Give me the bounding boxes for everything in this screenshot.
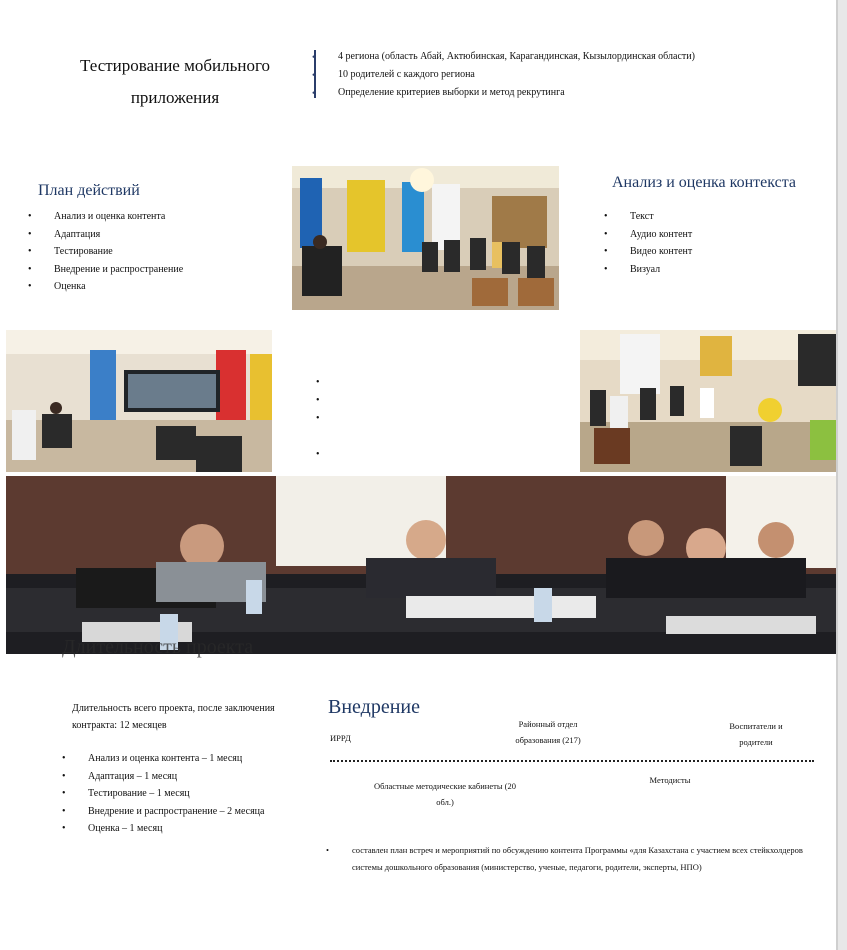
testing-bullet: • 4 региона (область Абай, Актюбинская, Карагандинская, Кызылординская области) [318,48,695,66]
plan-item: • Тестирование [28,243,183,261]
implementation-note: • составлен план встреч и мероприятий по обсуждению контента Программы «для Казахстана с участием всех стейкхолдеров системы дошкольного образования (министерство, ученые, педагоги, родители, эксперты, НПО) [326,842,832,876]
page-edge [836,0,847,950]
context-item: • Визуал [604,261,692,279]
duration-title: Длительность проекта [62,636,254,658]
duration-item: • Тестирование – 1 месяц [62,785,264,803]
duration-list [62,750,264,838]
context-list [604,208,692,278]
dotted-divider [330,760,814,762]
plan-item: • Оценка [28,278,183,296]
context-title: Анализ и оценка контекста [612,174,797,191]
parents-circle-photo [580,330,845,472]
plan-list [28,208,183,296]
oblast-label: Областные методические кабинеты (20 обл.) [373,781,516,807]
plan-item: • Адаптация [28,226,183,244]
duration-item: • Адаптация – 1 месяц [62,768,264,786]
conference-photo [6,476,844,654]
duration-item: • Оценка – 1 месяц [62,820,264,838]
irrd-label: ИРРД [330,733,351,743]
plan-item: • Внедрение и распространение [28,261,183,279]
rayon-label: Районный отдел образования (217) [515,719,581,745]
meeting-photo [292,166,559,310]
context-item: • Текст [604,208,692,226]
classroom-screen-photo [6,330,272,472]
plan-title: План действий [38,182,140,199]
implementation-title: Внедрение [328,696,420,718]
methodists-label: Методисты [649,775,691,785]
testing-title: Тестирование мобильного приложения [79,56,270,107]
duration-item: • Внедрение и распространение – 2 месяца [62,803,264,821]
educators-label: Воспитатели и родители [729,721,783,747]
context-item: • Видео контент [604,243,692,261]
testing-list [318,48,695,102]
empty-bullets: • • • • [316,377,320,460]
context-item: • Аудио контент [604,226,692,244]
testing-bullet: • 10 родителей с каждого региона [318,66,695,84]
testing-bullet: • Определение критериев выборки и метод рекрутинга [318,84,695,102]
duration-item: • Анализ и оценка контента – 1 месяц [62,750,264,768]
duration-intro: Длительность всего проекта, после заключения контракта: 12 месяцев [72,703,275,731]
plan-item: • Анализ и оценка контента [28,208,183,226]
